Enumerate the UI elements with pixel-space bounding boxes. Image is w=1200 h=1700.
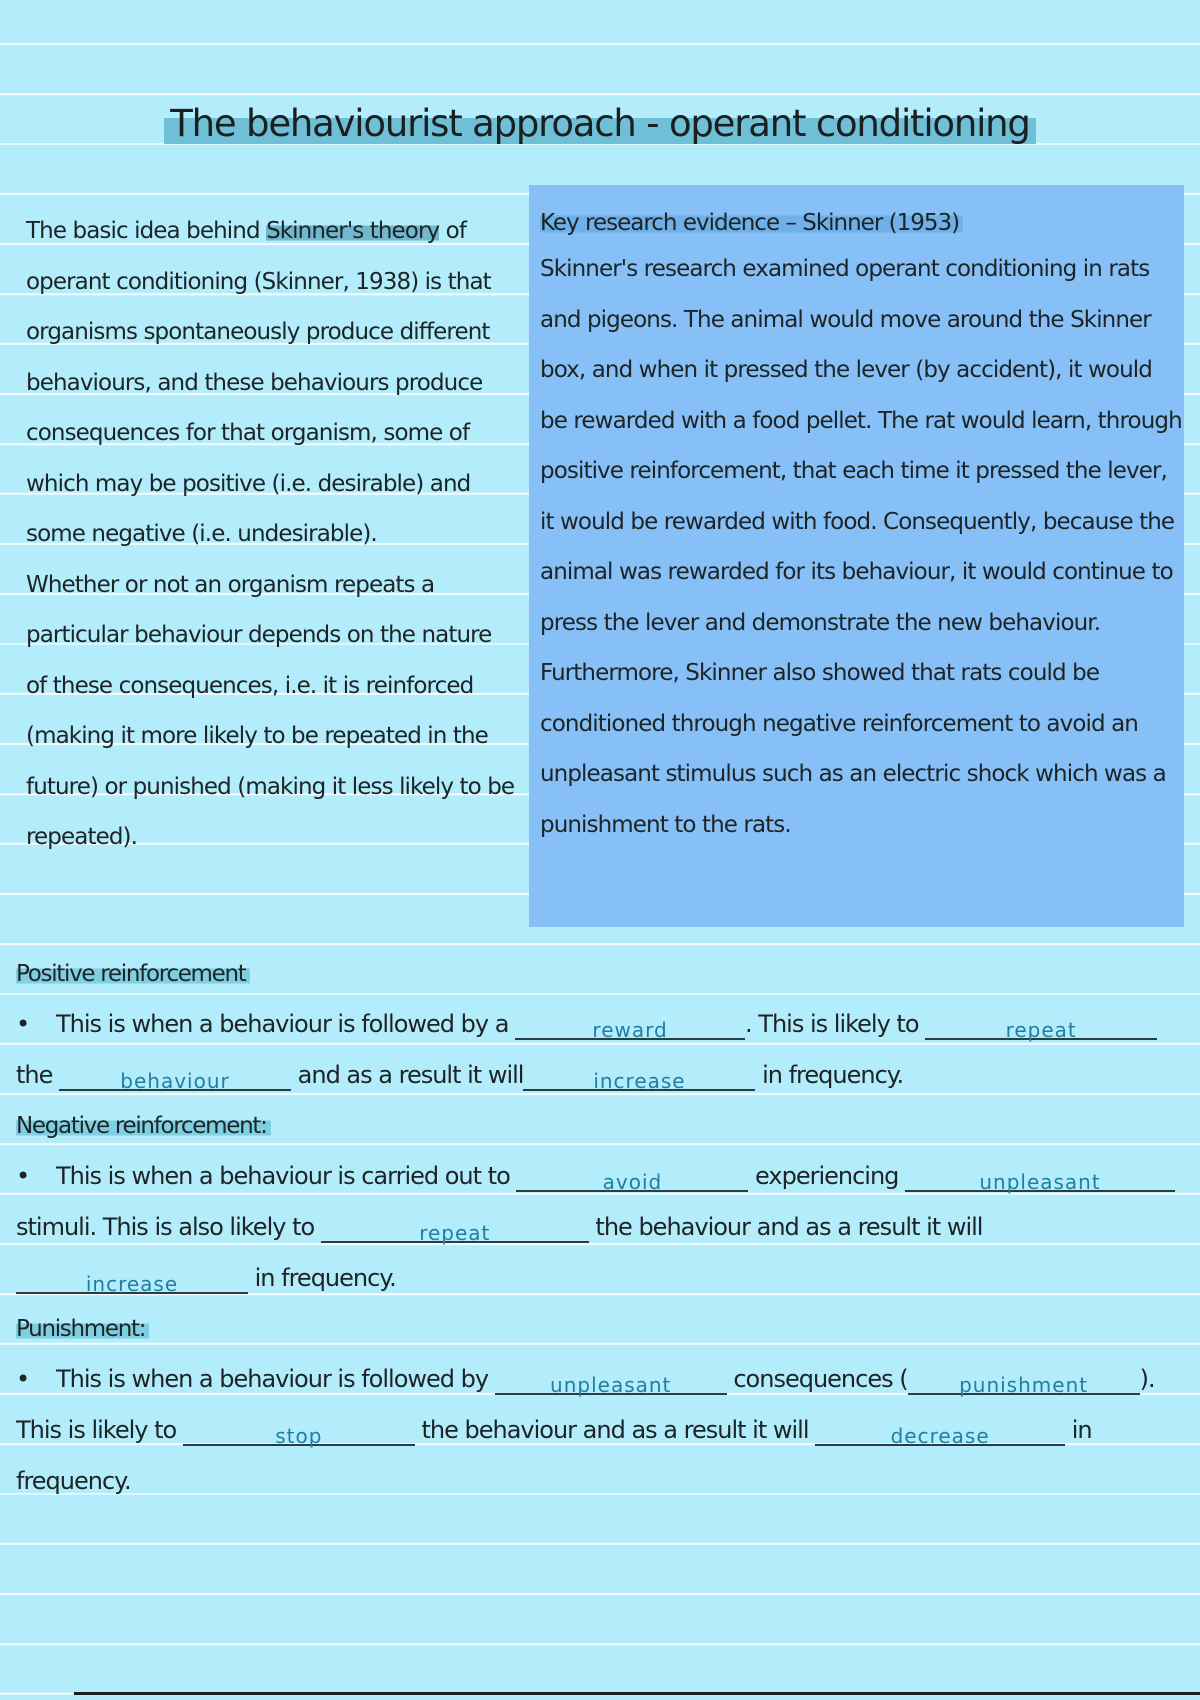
answer: punishment [959,1373,1089,1397]
answer-blank [59,1058,291,1091]
evidence-body: Skinner's research examined operant conditioning in rats and pigeons. The animal would move around the Skinner box, and when it pressed the lever (by accident), it would be rewarded with a food pellet. The rat would learn, through positive reinforcement, that each time it pressed the lever, it would be rewarded with food. Consequently, because the animal was rewarded for its behaviour, it would continue to press the lever and demonstrate the new behaviour. Furthermore, Skinner also showed that rats could be conditioned through negative reinforcement to avoid an unpleasant stimulus such as an electric shock which was a punishment to the rats. [540,256,1182,838]
text: in frequency. [755,1061,904,1089]
positive-heading [16,949,1186,999]
evidence-heading [540,202,1184,244]
text: This is when a behaviour is followed by [56,1365,495,1393]
worksheet [16,949,1186,1507]
punishment-line-3: frequency. [16,1467,131,1495]
answer-blank [495,1362,727,1395]
intro-paragraph-1 [26,206,516,560]
answer-blank [515,1007,745,1040]
answer: increase [593,1069,686,1093]
punishment-line-2 [16,1405,1186,1456]
intro-highlight: Skinner's theory [266,218,440,244]
footer-rule [74,1692,1200,1695]
answer-blank [16,1261,248,1294]
evidence-heading-text: Key research evidence – Skinner (1953) [540,210,963,236]
answer: decrease [890,1424,990,1448]
text: stimuli. This is also likely to [16,1213,321,1241]
text: consequences ( [726,1365,908,1393]
answer-blank [183,1413,415,1446]
answer-blank [905,1159,1175,1192]
answer-blank [523,1058,755,1091]
bullet: • [16,1365,30,1393]
evidence-box [529,185,1184,927]
answer-blank [815,1413,1065,1446]
intro-text-rest: of operant conditioning (Skinner, 1938) is that organisms spontaneously produce different behaviours, and these behaviours produce consequences for that organism, some of which may be positive (i.e. desirable) and some negative (i.e. undesirable). [26,218,491,547]
punishment-line-1 [16,1354,1186,1405]
text: experiencing [748,1162,906,1190]
answer: stop [275,1424,323,1448]
answer-blank [516,1159,748,1192]
page-title: The behaviourist approach - operant conditioning [164,98,1035,150]
answer: increase [85,1272,179,1296]
punishment-heading-text: Punishment: [16,1316,149,1342]
positive-line-2 [16,1050,1186,1101]
answer: unpleasant [979,1170,1101,1194]
answer-blank [321,1210,589,1243]
text: This is when a behaviour is followed by a [56,1010,516,1038]
text: the behaviour and as a result it will [414,1416,816,1444]
intro-column [26,206,516,863]
negative-heading [16,1101,1186,1151]
text: ). [1139,1365,1155,1393]
text: This is when a behaviour is carried out to [56,1162,517,1190]
intro-text-start: The basic idea behind [26,218,267,244]
intro-paragraph-2: Whether or not an organism repeats a particular behaviour depends on the nature of these consequences, i.e. it is reinforced (making it more likely to be repeated in the future) or punished (making it less likely to be repeated). [26,571,515,850]
bullet: • [16,1010,30,1038]
answer-blank [908,1362,1140,1395]
text: . This is likely to [745,1010,926,1038]
answer-blank [925,1007,1157,1040]
negative-line-1 [16,1151,1186,1202]
answer: behaviour [120,1069,230,1093]
answer: unpleasant [550,1373,672,1397]
answer: repeat [1005,1018,1077,1042]
text: and as a result it will [291,1061,524,1089]
text: in frequency. [248,1264,396,1292]
punishment-heading [16,1304,1186,1354]
positive-line-1 [16,999,1186,1050]
text: the behaviour and as a result it will [588,1213,983,1241]
answer: repeat [419,1221,491,1245]
answer: avoid [602,1170,663,1194]
negative-line-2 [16,1202,1186,1253]
text: the [16,1061,60,1089]
negative-line-3 [16,1253,1186,1304]
answer: reward [592,1018,668,1042]
text: This is likely to [16,1416,183,1444]
title-wrap [0,98,1200,150]
negative-heading-text: Negative reinforcement: [16,1113,271,1139]
bullet: • [16,1162,30,1190]
positive-heading-text: Positive reinforcement [16,961,250,987]
text: in [1065,1416,1092,1444]
